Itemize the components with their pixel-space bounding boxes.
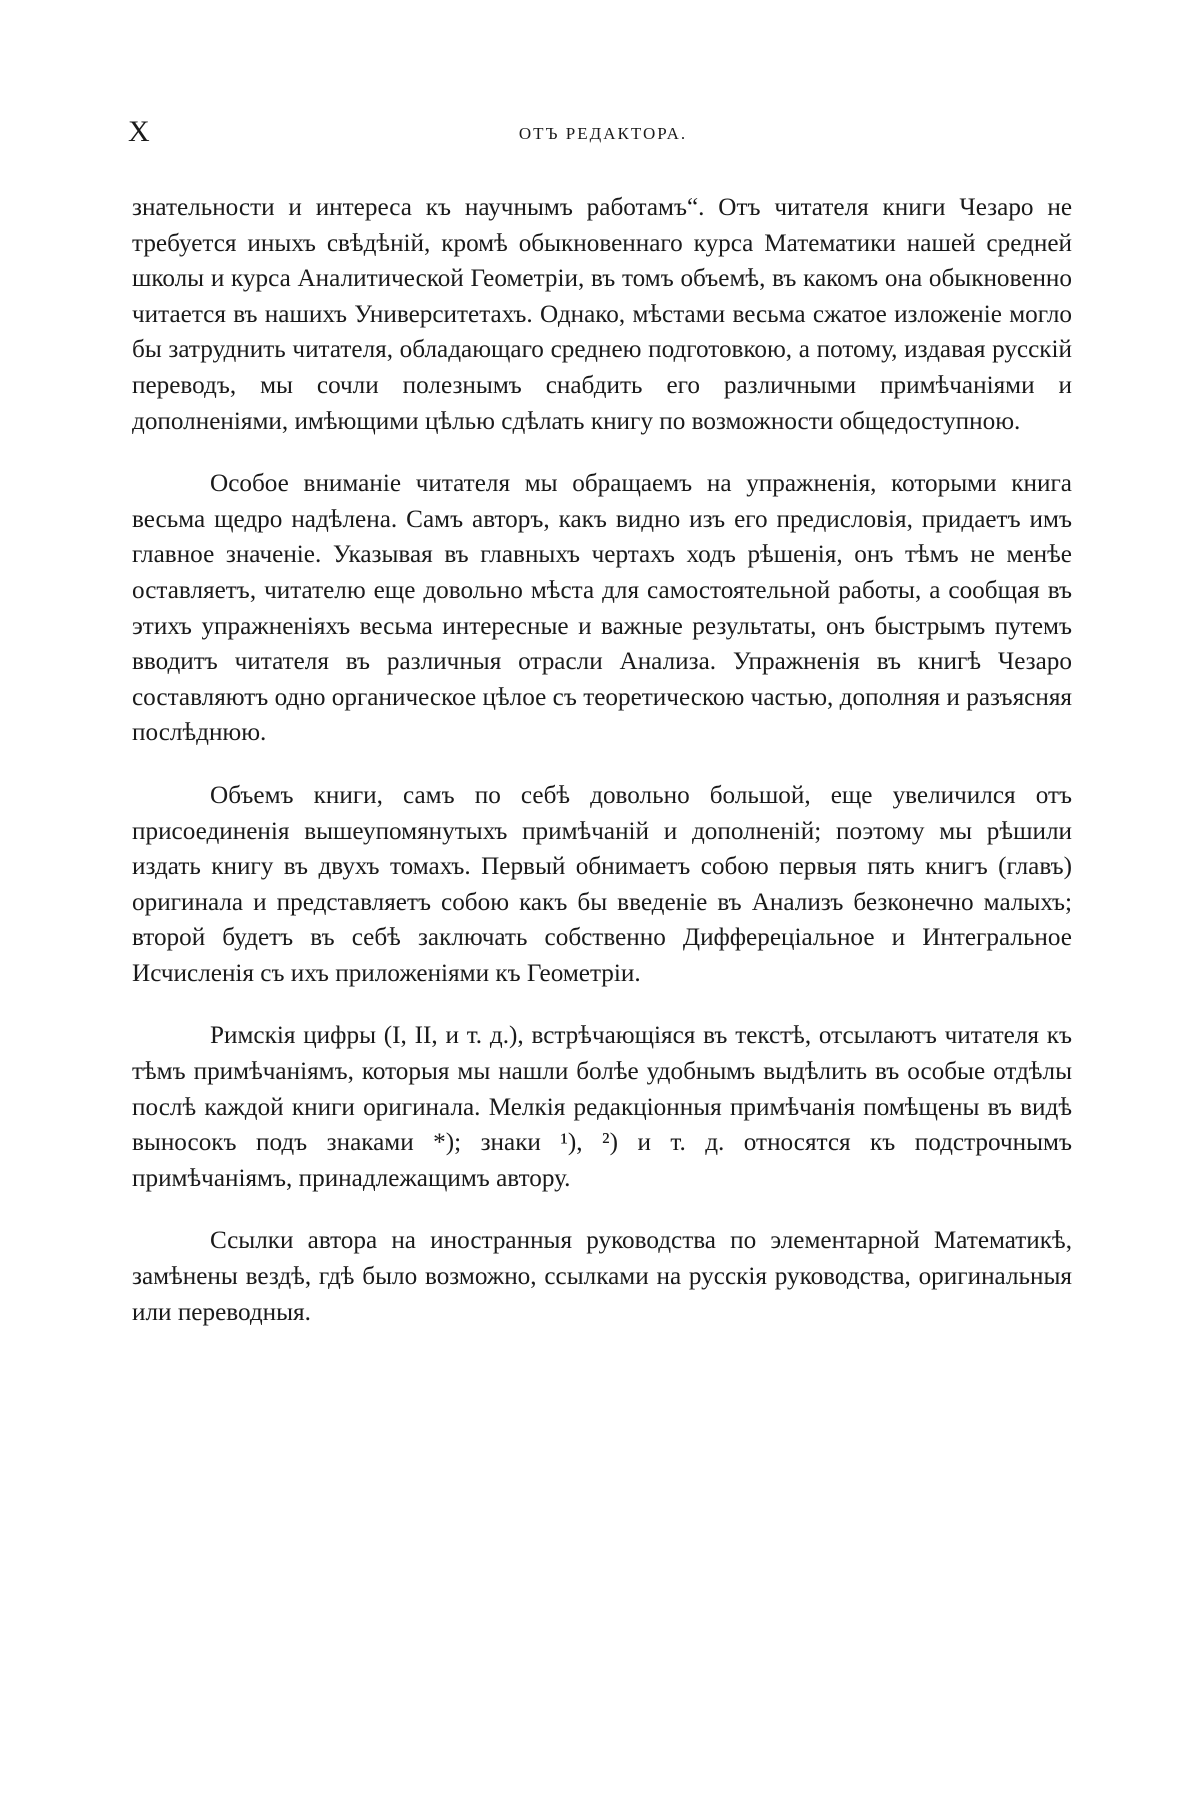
paragraph-continuation: знательности и интереса къ научнымъ работамъ“. Отъ читателя книги Чезаро не требуется иныхъ свѣдѣній, кромѣ обыкновеннаго курса Математики нашей средней школы и курса Аналитической Геометріи, въ томъ объемѣ, въ какомъ она обыкновенно читается въ нашихъ Университетахъ. Однако, мѣстами весьма сжатое изложеніе могло бы затруднить читателя, обладающаго среднею подготовкою, а потому, издавая русскій переводъ, мы сочли полезнымъ снабдить его различными примѣчаніями и дополненіями, имѣющими цѣлью сдѣлать книгу по возможности общедоступною.: [132, 194, 1072, 435]
running-title: ОТЪ РЕДАКТОРА.: [518, 124, 688, 143]
page-number: X: [128, 115, 150, 148]
body-text: [132, 190, 1072, 1357]
paragraph-exercises: Особое вниманіе читателя мы обращаемъ на упражненія, которыми книга весьма щедро надѣлена. Самъ авторъ, какъ видно изъ его предисловія, придаетъ имъ главное значеніе. Указывая въ главныхъ чертахъ ходъ рѣшенія, онъ тѣмъ не менѣе оставляетъ, читателю еще довольно мѣста для самостоятельной работы, а сообщая въ этихъ упражненіяхъ весьма интересные и важные результаты, онъ быстрымъ путемъ вводитъ читателя въ различныя отрасли Анализа. Упражненія въ книгѣ Чезаро составляютъ одно органическое цѣлое съ теоретическою частью, дополняя и разъясняя послѣднюю.: [132, 470, 1072, 747]
paragraph-notes: Римскія цифры (I, II, и т. д.), встрѣчающіяся въ текстѣ, отсылаютъ читателя къ тѣмъ примѣчаніямъ, которыя мы нашли болѣе удобнымъ выдѣлить въ особые отдѣлы послѣ каждой книги оригинала. Мелкія редакціонныя примѣчанія помѣщены въ видѣ выносокъ подъ знаками *); знаки ¹), ²) и т. д. относятся къ подстрочнымъ примѣчаніямъ, принадлежащимъ автору.: [132, 1022, 1072, 1192]
paragraph-references: Ссылки автора на иностранныя руководства по элементарной Математикѣ, замѣнены вездѣ, гдѣ было возможно, ссылками на русскія руководства, оригинальныя или переводныя.: [132, 1227, 1072, 1326]
paragraph-volumes: Объемъ книги, самъ по себѣ довольно большой, еще увеличился отъ присоединенія вышеупомянутыхъ примѣчаній и дополненій; поэтому мы рѣшили издать книгу въ двухъ томахъ. Первый обнимаетъ собою первыя пять книгъ (главъ) оригинала и представляетъ собою какъ бы введеніе въ Анализъ безконечно малыхъ; второй будетъ въ себѣ заключать собственно Диффереціальное и Интегральное Исчисленія съ ихъ приложеніями къ Геометріи.: [132, 781, 1072, 987]
running-head: [128, 112, 1078, 152]
